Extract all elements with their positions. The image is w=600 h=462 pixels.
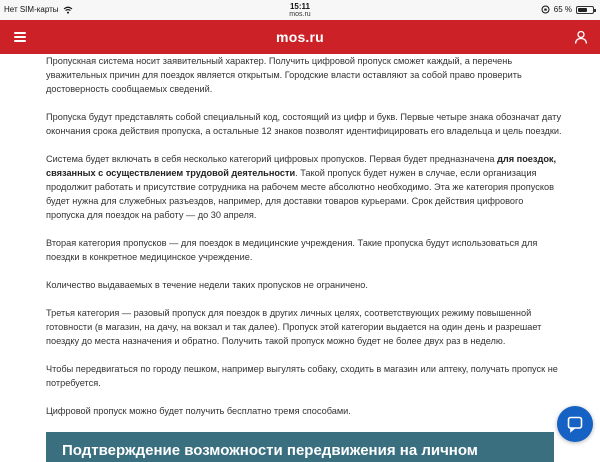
address-bar-url[interactable]: mos.ru [289, 11, 311, 18]
site-header [0, 20, 600, 54]
article-paragraph: Третья категория — разовый пропуск для поездок в других личных целях, соответствующих режиму повышенной готовности (в магазин, на дачу, на вокзал и так далее). Пропуск этой категории выдается на один день и разрешает поездку до места назначения и обратно. Получить такой пропуск можно будет не более двух раз в неделю. [46, 308, 542, 346]
article-body [46, 54, 562, 432]
article-paragraph: Пропуска будут представлять собой специальный код, состоящий из цифр и букв. Первые четыре знака обозначат дату окончания срока действия пропуска, а остальные 12 знаков позволят идентифицировать его владельца и цель поездки. [46, 112, 562, 136]
status-time: 15:11 [289, 2, 311, 11]
article-paragraph: Количество выдаваемых в течение недели таких пропусков не ограничено. [46, 280, 368, 290]
article-paragraph: Вторая категория пропусков — для поездок в медицинские учреждения. Такие пропуска будут использоваться для поездки в конкретное медицинское учреждение. [46, 238, 538, 262]
article-paragraph: Цифровой пропуск можно будет получить бесплатно тремя способами. [46, 406, 351, 416]
battery-percent: 65 % [553, 5, 572, 14]
section-banner: Подтверждение возможности передвижения на личном [46, 432, 554, 462]
article-paragraph: Пропускная система носит заявительный характер. Получить цифровой пропуск сможет каждый, а перечень уважительных причин для поездок является открытым. Городские власти оставляют за собой право проверить достоверность сообщаемых сведений. [46, 56, 522, 94]
status-bar-right [541, 5, 594, 14]
orientation-lock-icon [541, 5, 550, 14]
status-bar [0, 0, 600, 20]
article-paragraph: Чтобы передвигаться по городу пешком, например выгулять собаку, сходить в магазин или аптеку, получать пропуск не потребуется. [46, 364, 558, 388]
highlight-text: для поездок, связанных с осуществлением трудовой деятельности [46, 154, 557, 178]
carrier-label: Нет SIM-карты [4, 5, 59, 14]
user-icon[interactable] [574, 30, 588, 44]
battery-icon [576, 6, 594, 14]
site-logo[interactable]: mos.ru [276, 29, 324, 45]
chat-button[interactable] [557, 406, 593, 442]
article-paragraph: Система будет включать в себя несколько категорий цифровых пропусков. Первая будет предназначена для поездок, связанных с осуществлением трудовой деятельности. Такой пропуск будет нужен в случае, если организация продолжит работать и присутствие сотрудника на рабочем месте абсолютно необходимо. Эта же категория пропусков будет нужна для служебных разъездов, например, для доставки товаров курьерами. Срок действия цифрового пропуска для поездок на работу — до 30 апреля. [46, 154, 557, 220]
chat-icon [567, 416, 583, 432]
battery-level [578, 8, 587, 12]
